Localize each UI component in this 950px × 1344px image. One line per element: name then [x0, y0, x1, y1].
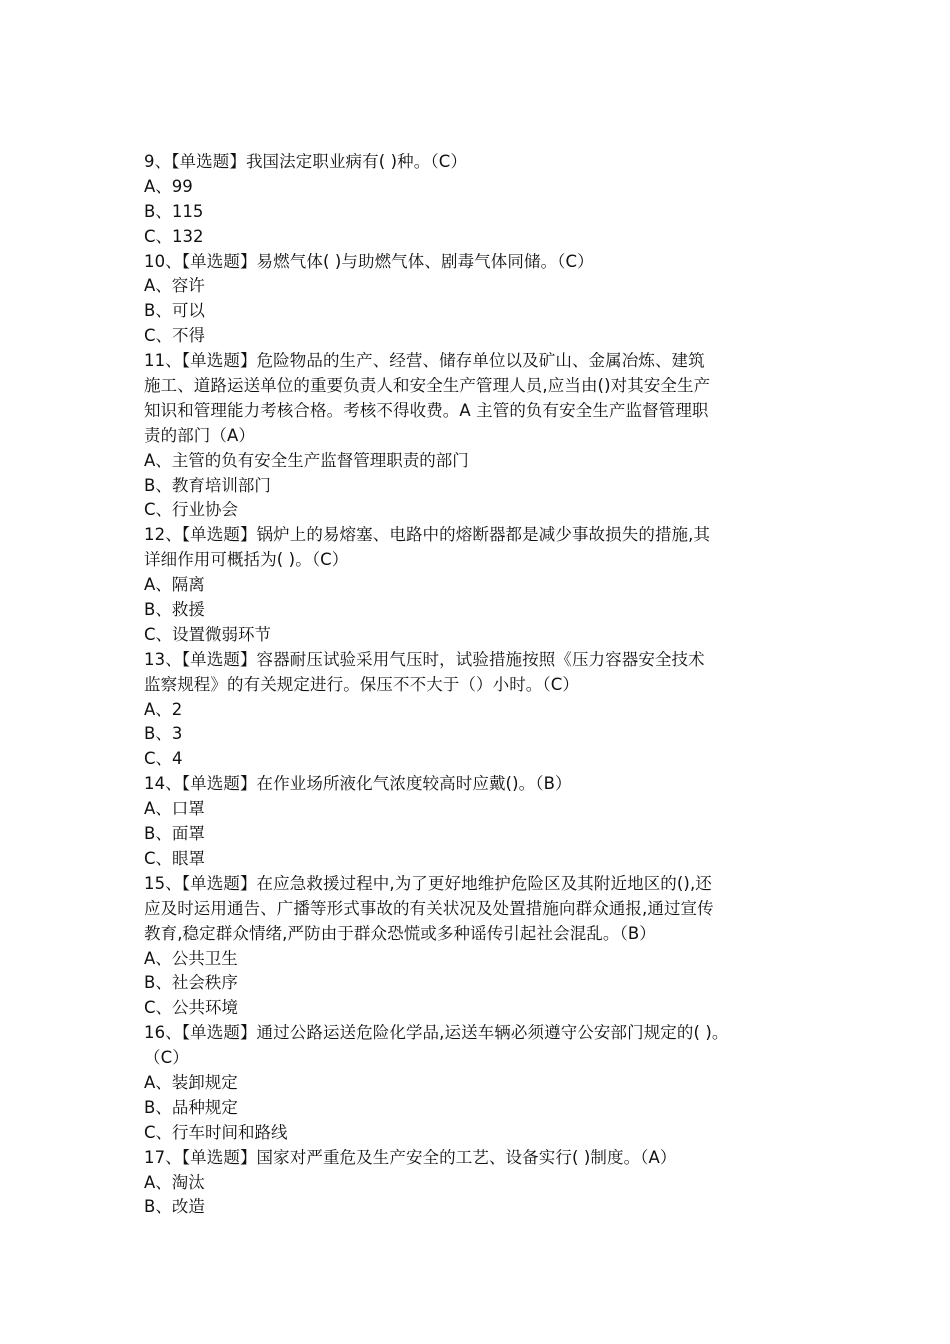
option-c: C、眼罩 — [144, 848, 206, 868]
question-text: 9、【单选题】我国法定职业病有( )种。（C） — [144, 152, 467, 171]
question-12 — [144, 523, 824, 647]
question-text: 11、【单选题】危险物品的生产、经营、储存单位以及矿山、金属冶炼、建筑 — [144, 351, 705, 371]
option-b: B、面罩 — [144, 824, 205, 844]
option-a: A、淘汰 — [144, 1172, 205, 1192]
option-b: B、3 — [144, 724, 183, 744]
option-c: C、4 — [144, 749, 183, 769]
option-b: B、品种规定 — [144, 1097, 238, 1117]
question-text: 知识和管理能力考核合格。考核不得收费。A 主管的负有安全生产监督管理职 — [144, 400, 709, 420]
question-text: 详细作用可概括为( )。（C） — [144, 550, 349, 570]
option-b: B、改造 — [144, 1197, 205, 1217]
option-c: C、行车时间和路线 — [144, 1122, 288, 1142]
option-a: A、装卸规定 — [144, 1072, 238, 1092]
option-c: C、公共环境 — [144, 998, 239, 1018]
question-text: 12、【单选题】锅炉上的易熔塞、电路中的熔断器都是减少事故损失的措施,其 — [144, 525, 711, 545]
option-c: C、设置微弱环节 — [144, 624, 272, 644]
option-c: C、行业协会 — [144, 500, 239, 520]
question-text: 15、【单选题】在应急救援过程中,为了更好地维护危险区及其附近地区的(),还 — [144, 873, 712, 893]
question-9 — [144, 150, 824, 250]
question-text: 14、【单选题】在作业场所液化气浓度较高时应戴()。（B） — [144, 774, 572, 794]
document-page — [144, 150, 824, 1220]
option-c: C、132 — [144, 226, 204, 246]
question-10 — [144, 250, 824, 350]
question-text: 施工、道路运送单位的重要负责人和安全生产管理人员,应当由()对其安全生产 — [144, 376, 711, 396]
option-a: A、口罩 — [144, 799, 205, 819]
question-14 — [144, 772, 824, 872]
question-text: 17、【单选题】国家对严重危及生产安全的工艺、设备实行( )制度。（A） — [144, 1147, 677, 1167]
option-a: A、公共卫生 — [144, 948, 238, 968]
option-a: A、2 — [144, 699, 183, 719]
option-b: B、可以 — [144, 301, 205, 321]
question-13 — [144, 648, 824, 772]
question-11 — [144, 349, 824, 523]
option-a: A、主管的负有安全生产监督管理职责的部门 — [144, 450, 469, 470]
question-text: （C） — [144, 1048, 189, 1068]
question-text: 应及时运用通告、广播等形式事故的有关状况及处置措施向群众通报,通过宣传 — [144, 898, 714, 918]
option-a: A、隔离 — [144, 575, 205, 595]
question-text: 责的部门（A） — [144, 425, 255, 445]
question-text: 教育,稳定群众情绪,严防由于群众恐慌或多种谣传引起社会混乱。（B） — [144, 923, 656, 943]
question-15 — [144, 872, 824, 1021]
option-c: C、不得 — [144, 326, 206, 346]
option-b: B、教育培训部门 — [144, 475, 271, 495]
question-text: 监察规程》的有关规定进行。保压不不大于（）小时。（C） — [144, 674, 579, 694]
question-text: 10、【单选题】易燃气体( )与助燃气体、剧毒气体同储。（C） — [144, 251, 594, 271]
question-17 — [144, 1146, 824, 1221]
option-b: B、救援 — [144, 600, 205, 620]
question-text: 16、【单选题】通过公路运送危险化学品,运送车辆必须遵守公安部门规定的( )。 — [144, 1023, 729, 1043]
question-text: 13、【单选题】容器耐压试验采用气压时，试验措施按照《压力容器安全技术 — [144, 649, 705, 669]
option-b: B、115 — [144, 201, 204, 221]
option-a: A、容许 — [144, 276, 205, 296]
question-16 — [144, 1021, 824, 1145]
option-a: A、99 — [144, 176, 193, 196]
option-b: B、社会秩序 — [144, 973, 238, 993]
